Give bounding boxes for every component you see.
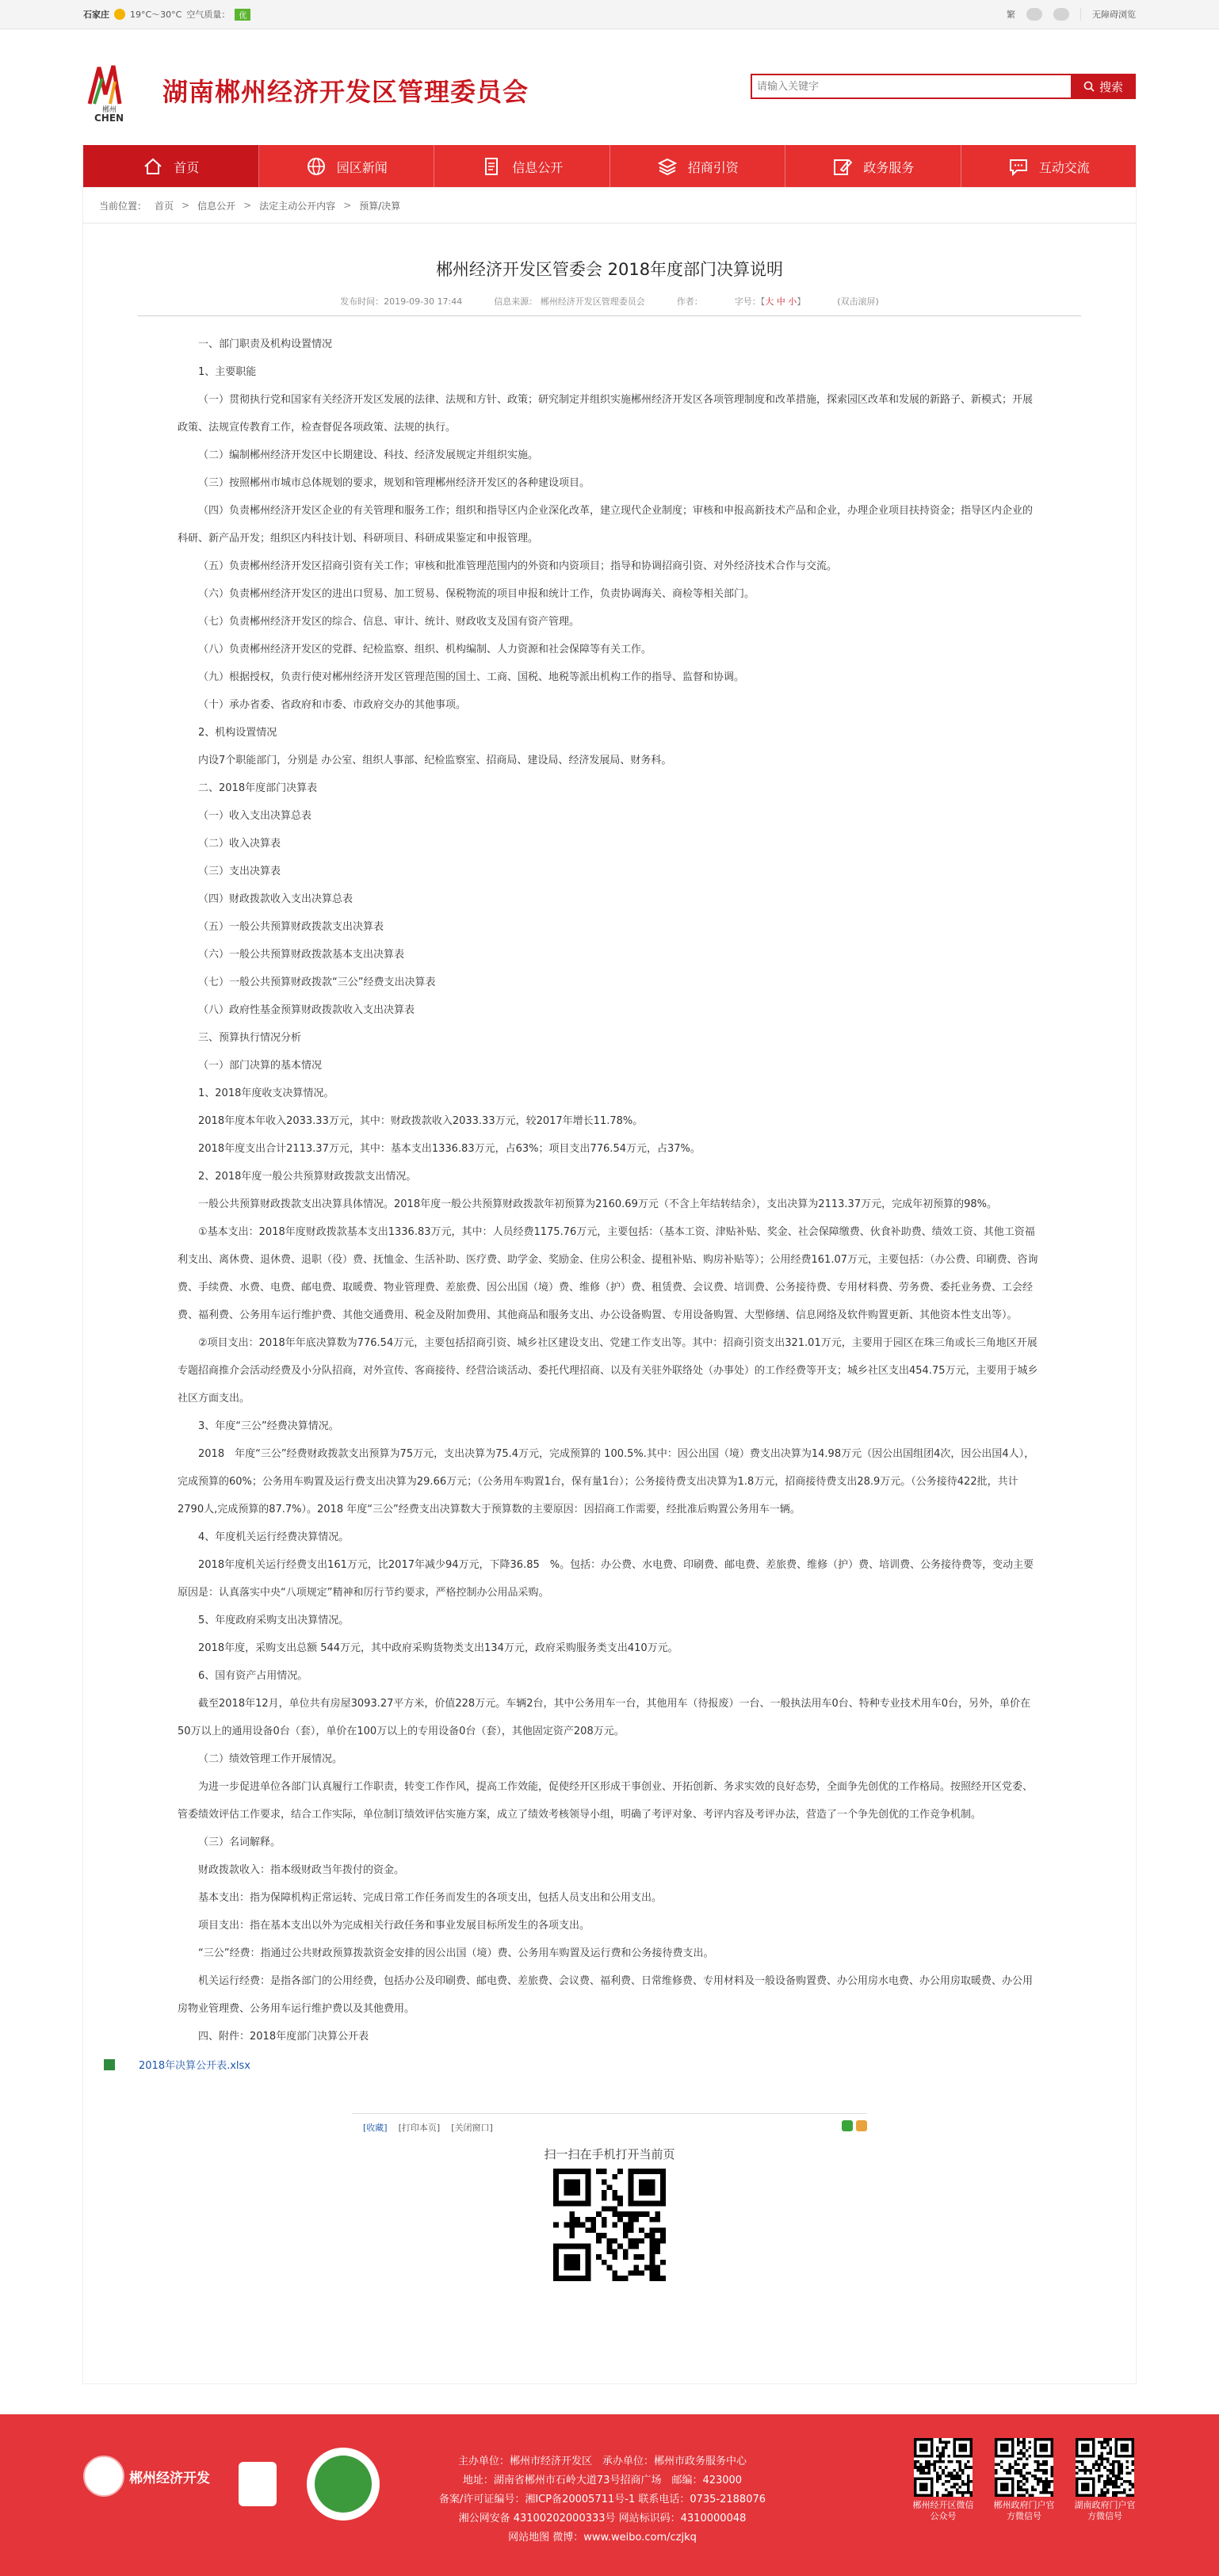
article-title: 郴州经济开发区管委会 2018年度部门决算说明 — [435, 260, 784, 279]
article-paragraph: 项目支出：指在基本支出以外为完成相关行政任务和事业发展目标所发生的各项支出。 — [198, 1920, 590, 1932]
qr-label: 湖南政府门户官方微信号 — [1074, 2500, 1136, 2521]
article-paragraph: 2、机构设置情况 — [198, 727, 277, 739]
nav-item-investment[interactable] — [610, 145, 786, 188]
footer-qr-codes — [912, 2438, 1136, 2522]
footer-line: 地址：湖南省郴州市石岭大道73号招商广场 邮编：423000 — [462, 2475, 743, 2486]
weather-temp: 19°C～30°C — [130, 10, 182, 20]
article-paragraph: 基本支出：指为保障机构正常运转、完成日常工作任务而发生的各项支出，包括人员支出和公用支出。 — [198, 1892, 663, 1904]
article-paragraph: 1、主要职能 — [198, 366, 257, 378]
layers-icon — [656, 155, 678, 178]
article-paragraph: （十）承办省委、省政府和市委、市政府交办的其他事项。 — [198, 699, 467, 711]
article-paragraph: 2018年度，采购支出总额 544万元，其中政府采购货物类支出134万元，政府采购服务类支出410万元。 — [198, 1642, 678, 1654]
article-paragraph: （八）负责郴州经济开发区的党群、纪检监察、组织、机构编制、人力资源和社会保障等有关工作。 — [198, 644, 652, 655]
font-large-button[interactable]: 大 — [765, 296, 774, 307]
article-paragraph: 机关运行经费：是指各部门的公用经费，包括办公及印刷费、邮电费、差旅费、会议费、福利费、日常维修费、专用材料及一般设备购置费、办公用房水电费、办公用房取暖费、办公用房物业管理费、公务用车运行维护费以及其他费用。 — [178, 1975, 1034, 2015]
search-button[interactable] — [1071, 74, 1136, 99]
article-paragraph: 2、2018年度一般公共预算财政拨款支出情况。 — [198, 1171, 417, 1183]
excel-file-icon — [104, 2059, 115, 2070]
article-paragraph: 4、年度机关运行经费决算情况。 — [198, 1531, 350, 1543]
chat-icon — [1007, 155, 1030, 178]
aqi-badge: 优 — [235, 9, 250, 21]
logo-text: CHEN — [94, 113, 124, 123]
font-size-end: 】 — [797, 296, 806, 307]
article-paragraph: （四）财政拨款收入支出决算总表 — [198, 893, 353, 905]
nav-label: 园区新闻 — [336, 159, 388, 175]
aqi-label: 空气质量： — [186, 10, 231, 20]
article-paragraph: 2018 年度“三公”经费财政拨款支出预算为75万元，支出决算为75.4万元，完成预算的 100.5%.其中：因公出国（境）费支出决算为14.98万元（因公出国组团4次，因公出国4人），完成预算的60%；公务用车购置及运行费支出决算为29.66万元；（公务用车购置1台，保有量1台）；公务接待费支出决算为1.8万元，招商接待费支出28.9万元。（公务接待422批，共计2790人,完成预算的87.7%）。2018 年度“三公”经费支出决算数大于预算数的主要原因：因招商工作需要，经批准后购置公务用车一辆。 — [178, 1448, 1035, 1515]
article-paragraph: 2018年度本年收入2033.33万元，其中：财政拨款收入2033.33万元，较2017年增长11.78%。 — [198, 1115, 644, 1127]
share-icons — [842, 2120, 867, 2131]
article-paragraph: 为进一步促进单位各部门认真履行工作职责，转变工作作风，提高工作效能，促使经开区形成干事创业、开拓创新、务求实效的良好态势，全面争先创优的工作格局。按照经开区党委、管委绩效评估工作要求，结合工作实际，单位制订绩效评估实施方案，成立了绩效考核领导小组，明确了考评对象、考评内容及考评办法，营造了一个争先创优的工作竞争机制。 — [178, 1781, 1034, 1821]
article-paragraph: （二）收入决算表 — [198, 838, 281, 850]
footer-qr — [912, 2438, 974, 2522]
print-button[interactable]: [打印本页] — [398, 2123, 441, 2133]
weibo-icon[interactable] — [1026, 8, 1042, 21]
breadcrumb-item[interactable]: 信息公开 — [197, 200, 236, 212]
site-header — [83, 29, 1136, 145]
footer-qr — [993, 2438, 1055, 2522]
edit-icon — [831, 155, 854, 178]
qr-label: 郴州政府门户官方微信号 — [993, 2500, 1055, 2521]
article-paragraph: ②项目支出：2018年年底决算数为776.54万元，主要包括招商引资、城乡社区建设支出、党建工作支出等。其中：招商引资支出321.01万元，主要用于园区在珠三角或长三角地区开展专题招商推介会活动经费及小分队招商，对外宣传、客商接待、经营洽谈活动、委托代理招商、以及有关驻外联络处（办事处）的工作经费等开支；城乡社区支出454.75万元，主要用于城乡社区方面支出。 — [178, 1337, 1038, 1405]
article-paragraph: 财政拨款收入：指本级财政当年拨付的资金。 — [198, 1864, 405, 1876]
article-paragraph: 截至2018年12月，单位共有房屋3093.27平方米，价值228万元。车辆2台，其中公务用车一台，其他用车（待报废）一台、一般执法用车0台、特种专业技术用车0台，另外，单价在50万以上的通用设备0台（套），单价在100万以上的专用设备0台（套），其他固定资产208万元。 — [178, 1698, 1031, 1737]
article-paragraph: （七）一般公共预算财政拨款“三公”经费支出决算表 — [198, 977, 436, 988]
nav-label: 信息公开 — [512, 159, 564, 175]
nav-item-info[interactable] — [434, 145, 610, 188]
article-paragraph: 一般公共预算财政拨款支出决算具体情况。2018年度一般公共预算财政拨款年初预算为2160.69万元（不含上年结转结余），支出决算为2113.37万元，完成年初预算的98%。 — [198, 1198, 997, 1210]
article-paragraph: “三公”经费：指通过公共财政预算拨款资金安排的因公出国（境）费、公务用车购置及运行费和公务接待费支出。 — [198, 1947, 714, 1959]
article-paragraph: 2018年度支出合计2113.37万元，其中：基本支出1336.83万元，占63%；项目支出776.54万元，占37%。 — [198, 1143, 701, 1155]
attachment-name[interactable]: 2018年决算公开表.xlsx — [139, 2060, 250, 2072]
search-button-label: 搜索 — [1099, 79, 1123, 94]
article-paragraph: （一）收入支出决算总表 — [198, 810, 312, 822]
article-paragraph: （五）负责郴州经济开发区招商引资有关工作；审核和批准管理范围内的外资和内资项目；指导和协调招商引资、对外经济技术合作与交流。 — [198, 560, 838, 572]
logo-sub-text: 郴州 — [102, 106, 117, 114]
wechat-share-icon[interactable] — [842, 2120, 853, 2131]
attachment-link[interactable] — [83, 2057, 1136, 2072]
traditional-chinese-link[interactable]: 繁 — [1007, 10, 1015, 20]
article-paragraph: （二）编制郴州经济开发区中长期建设、科技、经济发展规定并组织实施。 — [198, 449, 539, 461]
nav-label: 互动交流 — [1038, 159, 1090, 175]
article-paragraph: （九）根据授权，负责行使对郴州经济开发区管理范围的国土、工商、国税、地税等派出机构工作的指导、监督和协调。 — [198, 671, 745, 683]
article-paragraph: 1、2018年度收支决算情况。 — [198, 1087, 334, 1099]
globe-icon — [305, 155, 327, 178]
footer-info — [432, 2452, 773, 2547]
article-paragraph: 二、2018年度部门决算表 — [198, 782, 318, 794]
font-small-button[interactable]: 小 — [788, 296, 797, 307]
breadcrumb-separator: > — [343, 200, 352, 211]
search-icon — [1083, 81, 1095, 92]
article-body — [178, 331, 1041, 2050]
close-window-button[interactable]: [关闭窗口] — [451, 2123, 493, 2133]
weather-widget — [83, 8, 250, 21]
font-size-label: 字号：【 — [734, 296, 766, 307]
article-paragraph: （一）部门决算的基本情况 — [198, 1060, 323, 1072]
main-nav — [83, 145, 1136, 188]
breadcrumb-item[interactable]: 首页 — [155, 200, 174, 212]
search-input[interactable] — [751, 74, 1071, 99]
cbeda-logo-icon — [83, 2456, 124, 2497]
weibo-share-icon[interactable] — [856, 2120, 867, 2131]
scan-text: 扫一扫在手机打开当前页 — [544, 2147, 675, 2161]
article-paragraph: （八）政府性基金预算财政拨款收入支出决算表 — [198, 1004, 415, 1016]
author: 作者： — [676, 296, 703, 307]
nav-item-home[interactable] — [83, 145, 259, 188]
site-logo[interactable] — [83, 63, 159, 123]
site-title: 湖南郴州经济开发区管理委员会 — [162, 77, 529, 107]
footer-qr — [1074, 2438, 1136, 2522]
qr-code-icon — [995, 2438, 1053, 2497]
breadcrumb-prefix: 当前位置： — [99, 200, 147, 212]
qr-label: 郴州经开区微信公众号 — [912, 2500, 974, 2521]
article-paragraph: （一）贯彻执行党和国家有关经济开发区发展的法律、法规和方针、政策；研究制定并组织实施郴州经济开发区各项管理制度和改革措施，探索园区改革和发展的新路子、新模式；开展政策、法规宣传教育工作，检查督促各项政策、法规的执行。 — [178, 394, 1034, 434]
font-size-control — [735, 295, 806, 308]
weather-city: 石家庄 — [83, 10, 109, 20]
nav-item-news[interactable] — [259, 145, 435, 188]
document-icon — [480, 155, 503, 178]
public-institution-badge-icon[interactable] — [239, 2462, 277, 2506]
article-paragraph: 内设7个职能部门，分别是 办公室、组织人事部、纪检监察室、招商局、建设局、经济发展局、财务科。 — [198, 755, 672, 766]
dblclick-scroll: (双击滚屏) — [837, 296, 879, 307]
article-paragraph: （三）名词解释。 — [198, 1836, 281, 1848]
article-paragraph: 四、附件：2018年度部门决算公开表 — [198, 2031, 369, 2043]
article-paragraph: （四）负责郴州经济开发区企业的有关管理和服务工作；组织和指导区内企业深化改革，建立现代企业制度；审核和申报高新技术产品和企业，办理企业项目扶持资金；指导区内企业的科研、新产品开发；组织区内科技计划、科研项目、科研成果鉴定和申报管理。 — [178, 505, 1034, 545]
qr-code-icon — [914, 2438, 973, 2497]
nav-label: 政务服务 — [863, 159, 915, 175]
wechat-icon[interactable] — [1053, 8, 1069, 21]
article-meta — [138, 295, 1081, 316]
footer-line: 备案/许可证编号：湘ICP备20005711号-1 联系电话：0735-2188076 — [438, 2494, 766, 2505]
article-paragraph: （三）按照郴州市城市总体规划的要求，规划和管理郴州经济开发区的各种建设项目。 — [198, 477, 590, 489]
article-tools — [352, 2113, 867, 2141]
accessibility-link[interactable]: 无障碍浏览 — [1092, 10, 1136, 20]
nav-item-interaction[interactable] — [961, 145, 1137, 188]
search-bar — [751, 74, 1136, 99]
footer-line: 网站地图 微博：www.weibo.com/czjkq — [508, 2532, 697, 2544]
breadcrumb — [83, 188, 1136, 224]
article-paragraph: （三）支出决算表 — [198, 866, 281, 877]
publish-date: 发布时间：2019-09-30 17:44 — [340, 296, 463, 307]
home-icon — [142, 155, 164, 178]
nav-label: 首页 — [174, 159, 200, 175]
footer-line: 主办单位：郴州市经济开发区 承办单位：郴州市政务服务中心 — [457, 2456, 747, 2467]
divider — [1080, 8, 1081, 21]
breadcrumb-item[interactable]: 预算/决算 — [359, 200, 401, 212]
qr-code-icon — [1076, 2438, 1134, 2497]
favorite-button[interactable]: [收藏] — [363, 2123, 388, 2133]
nav-item-services[interactable] — [785, 145, 961, 188]
article-paragraph: （七）负责郴州经济开发区的综合、信息、审计、统计、财政收支及国有资产管理。 — [198, 616, 580, 628]
article-paragraph: 3、年度“三公”经费决算情况。 — [198, 1420, 339, 1432]
footer-line: 湘公网安备 43100202000333号 网站标识码：4310000048 — [458, 2513, 747, 2524]
article-paragraph: （五）一般公共预算财政拨款支出决算表 — [198, 921, 384, 933]
article-paragraph: （六）负责郴州经济开发区的进出口贸易、加工贸易、保税物流的项目申报和统计工作，负责协调海关、商检等相关部门。 — [198, 588, 755, 600]
article-paragraph: 2018年度机关运行经费支出161万元，比2017年减少94万元，下降36.85 %。包括：办公费、水电费、印刷费、邮电费、差旅费、维修（护）费、培训费、公务接待费等，变动主要原因是：认真落实中央“八项规定”精神和厉行节约要求，严格控制办公用品采购。 — [178, 1559, 1034, 1599]
breadcrumb-item[interactable]: 法定主动公开内容 — [259, 200, 336, 212]
sun-icon — [114, 9, 125, 20]
qr-code-icon — [553, 2169, 666, 2281]
top-bar — [0, 0, 1219, 29]
article-paragraph: （二）绩效管理工作开展情况。 — [198, 1753, 343, 1765]
footer-brand — [83, 2456, 210, 2497]
breadcrumb-separator: > — [182, 200, 190, 211]
nav-label: 招商引资 — [687, 159, 739, 175]
article-paragraph: 6、国有资产占用情况。 — [198, 1670, 308, 1682]
main-content — [83, 188, 1136, 2383]
article-paragraph: 5、年度政府采购支出决算情况。 — [198, 1615, 350, 1626]
footer-brand-name: 郴州经济开发 — [129, 2470, 210, 2486]
article-paragraph: 三、预算执行情况分析 — [198, 1032, 302, 1044]
article-paragraph: ①基本支出：2018年度财政拨款基本支出1336.83万元，其中：人员经费1175.76万元，主要包括：（基本工资、津贴补贴、奖金、社会保障缴费、伙食补助费、绩效工资、其他工资福利支出、离休费、退休费、退职（役）费、抚恤金、生活补助、医疗费、助学金、奖励金、住房公积金、提租补贴、购房补贴等）；公用经费161.07万元，主要包括：（办公费、印刷费、咨询费、手续费、水费、电费、邮电费、取暖费、物业管理费、差旅费、因公出国（境）费、维修（护）费、租赁费、会议费、培训费、公务接待费、专用材料费、劳务费、委托业务费、工会经费、福利费、公务用车运行维护费、其他交通费用、税金及附加费用、其他商品和服务支出、办公设备购置、专用设备购置、大型修缮、信息网络及软件购置更新、其他资本性支出等）。 — [178, 1226, 1038, 1321]
article-paragraph: （六）一般公共预算财政拨款基本支出决算表 — [198, 949, 405, 961]
info-source: 信息来源： 郴州经济开发区管理委员会 — [494, 296, 645, 307]
site-footer — [0, 2414, 1219, 2576]
breadcrumb-separator: > — [243, 200, 252, 211]
website-check-badge-icon[interactable] — [307, 2448, 380, 2521]
article-paragraph: 一、部门职责及机构设置情况 — [198, 338, 333, 350]
font-medium-button[interactable]: 中 — [776, 296, 785, 307]
